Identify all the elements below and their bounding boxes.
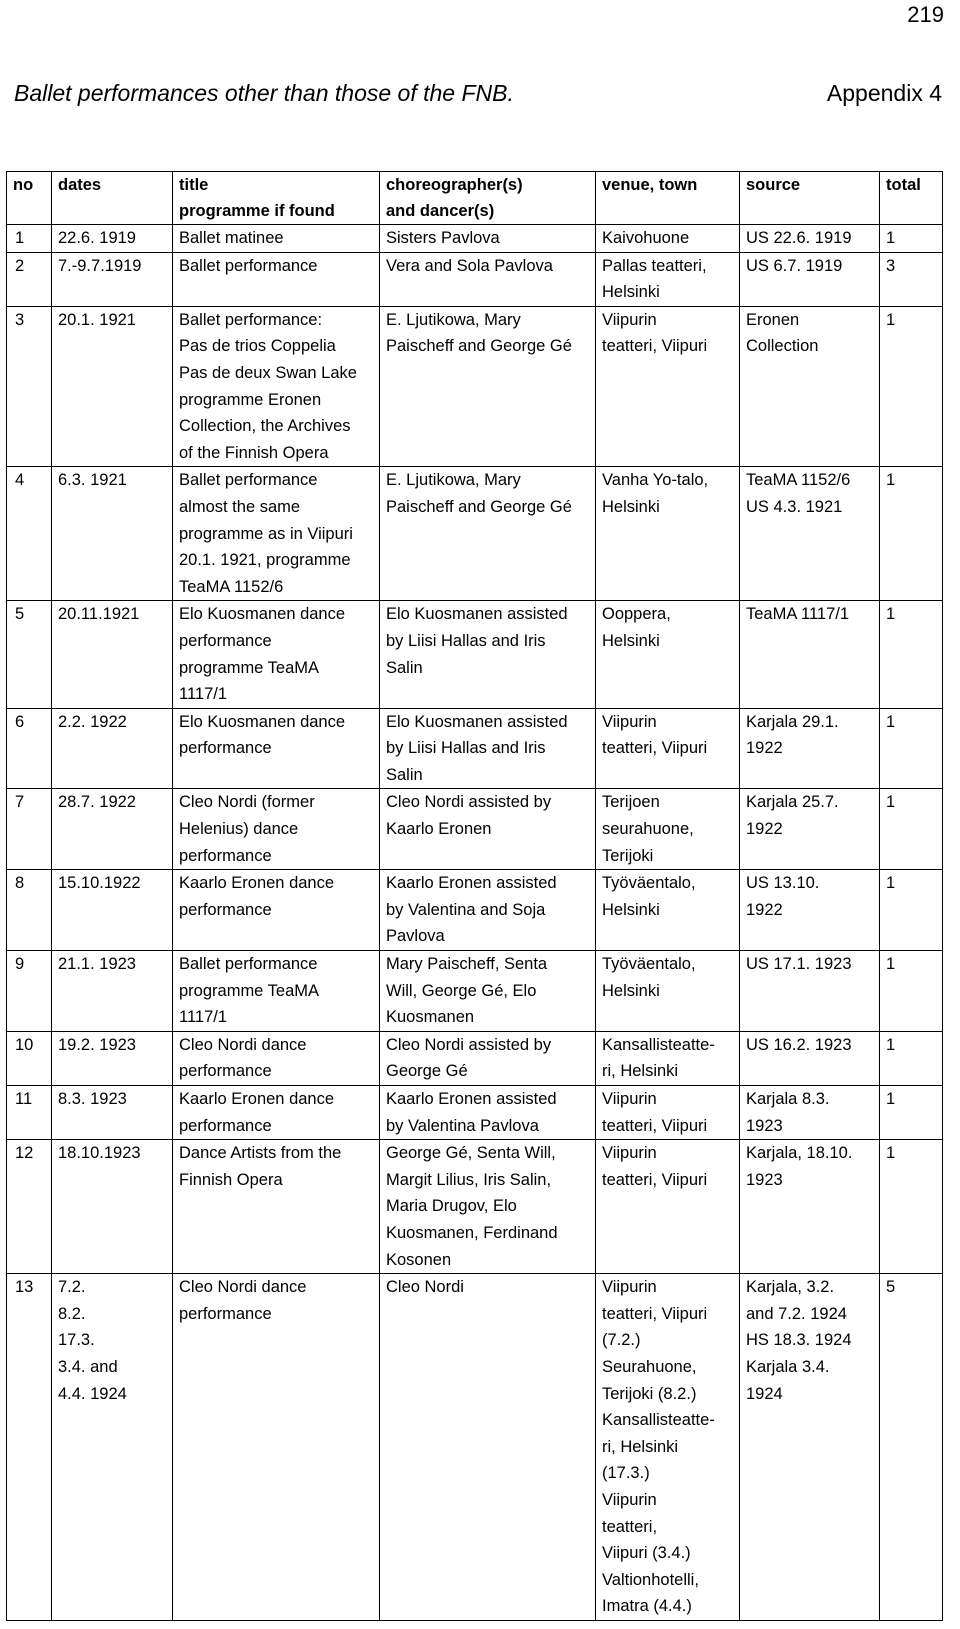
table-row bbox=[7, 252, 943, 306]
table-row bbox=[7, 870, 943, 951]
cell-choreographers: Cleo Nordi assisted by Kaarlo Eronen bbox=[380, 789, 596, 870]
table-row bbox=[7, 789, 943, 870]
cell-title: Kaarlo Eronen dance performance bbox=[173, 870, 380, 951]
cell-title: Cleo Nordi dance performance bbox=[173, 1274, 380, 1621]
cell-choreographers: Cleo Nordi assisted by George Gé bbox=[380, 1031, 596, 1085]
cell-source: TeaMA 1117/1 bbox=[740, 601, 880, 708]
cell-total: 1 bbox=[880, 467, 943, 601]
cell-title: Ballet matinee bbox=[173, 225, 380, 253]
cell-choreographers: E. Ljutikowa, Mary Paischeff and George Gé bbox=[380, 306, 596, 467]
cell-source: Karjala, 18.10. 1923 bbox=[740, 1140, 880, 1274]
cell-source: Karjala, 3.2. and 7.2. 1924 HS 18.3. 1924 Karjala 3.4. 1924 bbox=[740, 1274, 880, 1621]
cell-source: US 16.2. 1923 bbox=[740, 1031, 880, 1085]
cell-dates: 2.2. 1922 bbox=[52, 708, 173, 789]
cell-venue: Kansallisteatte- ri, Helsinki bbox=[596, 1031, 740, 1085]
cell-source: Karjala 8.3. 1923 bbox=[740, 1086, 880, 1140]
cell-choreographers: Vera and Sola Pavlova bbox=[380, 252, 596, 306]
table-row bbox=[7, 1140, 943, 1274]
table-row bbox=[7, 708, 943, 789]
cell-no: 7 bbox=[7, 789, 52, 870]
column-header-choreographers: choreographer(s) and dancer(s) bbox=[380, 172, 596, 225]
cell-venue: Kaivohuone bbox=[596, 225, 740, 253]
table-row bbox=[7, 467, 943, 601]
cell-title: Cleo Nordi (former Helenius) dance performance bbox=[173, 789, 380, 870]
cell-source: Karjala 29.1. 1922 bbox=[740, 708, 880, 789]
cell-choreographers: Cleo Nordi bbox=[380, 1274, 596, 1621]
column-header-dates: dates bbox=[52, 172, 173, 225]
table-row bbox=[7, 306, 943, 467]
table-row bbox=[7, 225, 943, 253]
cell-title: Ballet performance bbox=[173, 252, 380, 306]
cell-title: Cleo Nordi dance performance bbox=[173, 1031, 380, 1085]
cell-venue: Pallas teatteri, Helsinki bbox=[596, 252, 740, 306]
cell-no: 13 bbox=[7, 1274, 52, 1621]
cell-venue: Viipurin teatteri, Viipuri bbox=[596, 708, 740, 789]
cell-source: US 22.6. 1919 bbox=[740, 225, 880, 253]
table-row bbox=[7, 1086, 943, 1140]
cell-total: 1 bbox=[880, 1086, 943, 1140]
cell-dates: 19.2. 1923 bbox=[52, 1031, 173, 1085]
cell-venue: Ooppera, Helsinki bbox=[596, 601, 740, 708]
table-body bbox=[7, 225, 943, 1621]
document-title: Ballet performances other than those of the FNB. bbox=[14, 80, 514, 106]
cell-source: Eronen Collection bbox=[740, 306, 880, 467]
cell-dates: 18.10.1923 bbox=[52, 1140, 173, 1274]
cell-total: 3 bbox=[880, 252, 943, 306]
page-heading bbox=[14, 80, 942, 107]
cell-source: Karjala 25.7. 1922 bbox=[740, 789, 880, 870]
cell-no: 12 bbox=[7, 1140, 52, 1274]
cell-choreographers: George Gé, Senta Will, Margit Lilius, Iris Salin, Maria Drugov, Elo Kuosmanen, Ferdinand Kosonen bbox=[380, 1140, 596, 1274]
cell-no: 6 bbox=[7, 708, 52, 789]
cell-source: US 17.1. 1923 bbox=[740, 951, 880, 1032]
column-header-source: source bbox=[740, 172, 880, 225]
cell-title: Dance Artists from the Finnish Opera bbox=[173, 1140, 380, 1274]
cell-source: TeaMA 1152/6 US 4.3. 1921 bbox=[740, 467, 880, 601]
cell-no: 11 bbox=[7, 1086, 52, 1140]
cell-choreographers: Sisters Pavlova bbox=[380, 225, 596, 253]
appendix-label: Appendix 4 bbox=[826, 80, 942, 106]
cell-total: 5 bbox=[880, 1274, 943, 1621]
cell-total: 1 bbox=[880, 601, 943, 708]
column-header-total: total bbox=[880, 172, 943, 225]
cell-total: 1 bbox=[880, 789, 943, 870]
cell-venue: Työväentalo, Helsinki bbox=[596, 951, 740, 1032]
cell-no: 3 bbox=[7, 306, 52, 467]
cell-no: 9 bbox=[7, 951, 52, 1032]
cell-venue: Viipurin teatteri, Viipuri bbox=[596, 1140, 740, 1274]
cell-dates: 20.1. 1921 bbox=[52, 306, 173, 467]
performances-table bbox=[6, 171, 943, 1621]
cell-total: 1 bbox=[880, 1140, 943, 1274]
cell-dates: 6.3. 1921 bbox=[52, 467, 173, 601]
cell-dates: 7.2. 8.2. 17.3. 3.4. and 4.4. 1924 bbox=[52, 1274, 173, 1621]
cell-choreographers: Kaarlo Eronen assisted by Valentina Pavlova bbox=[380, 1086, 596, 1140]
cell-choreographers: E. Ljutikowa, Mary Paischeff and George Gé bbox=[380, 467, 596, 601]
cell-choreographers: Kaarlo Eronen assisted by Valentina and Soja Pavlova bbox=[380, 870, 596, 951]
table-row bbox=[7, 1274, 943, 1621]
cell-no: 2 bbox=[7, 252, 52, 306]
cell-title: Ballet performance programme TeaMA 1117/1 bbox=[173, 951, 380, 1032]
cell-dates: 20.11.1921 bbox=[52, 601, 173, 708]
cell-title: Ballet performance almost the same programme as in Viipuri 20.1. 1921, programme TeaMA 1152/6 bbox=[173, 467, 380, 601]
cell-dates: 21.1. 1923 bbox=[52, 951, 173, 1032]
cell-source: US 6.7. 1919 bbox=[740, 252, 880, 306]
cell-total: 1 bbox=[880, 708, 943, 789]
cell-choreographers: Mary Paischeff, Senta Will, George Gé, Elo Kuosmanen bbox=[380, 951, 596, 1032]
cell-dates: 7.-9.7.1919 bbox=[52, 252, 173, 306]
cell-venue: Vanha Yo-talo, Helsinki bbox=[596, 467, 740, 601]
cell-total: 1 bbox=[880, 306, 943, 467]
table-row bbox=[7, 1031, 943, 1085]
cell-title: Ballet performance: Pas de trios Coppelia Pas de deux Swan Lake programme Eronen Collection, the Archives of the Finnish Opera bbox=[173, 306, 380, 467]
column-header-title: title programme if found bbox=[173, 172, 380, 225]
cell-no: 8 bbox=[7, 870, 52, 951]
cell-total: 1 bbox=[880, 225, 943, 253]
cell-title: Elo Kuosmanen dance performance programme TeaMA 1117/1 bbox=[173, 601, 380, 708]
cell-venue: Viipurin teatteri, Viipuri (7.2.) Seurahuone, Terijoki (8.2.) Kansallisteatte- ri, Helsinki (17.3.) Viipurin teatteri, Viipuri (3.4.) Valtionhotelli, Imatra (4.4.) bbox=[596, 1274, 740, 1621]
cell-no: 10 bbox=[7, 1031, 52, 1085]
cell-no: 5 bbox=[7, 601, 52, 708]
cell-dates: 22.6. 1919 bbox=[52, 225, 173, 253]
cell-total: 1 bbox=[880, 870, 943, 951]
cell-venue: Terijoen seurahuone, Terijoki bbox=[596, 789, 740, 870]
cell-venue: Viipurin teatteri, Viipuri bbox=[596, 306, 740, 467]
page-number: 219 bbox=[907, 2, 944, 27]
cell-source: US 13.10. 1922 bbox=[740, 870, 880, 951]
cell-title: Kaarlo Eronen dance performance bbox=[173, 1086, 380, 1140]
cell-choreographers: Elo Kuosmanen assisted by Liisi Hallas and Iris Salin bbox=[380, 708, 596, 789]
cell-venue: Viipurin teatteri, Viipuri bbox=[596, 1086, 740, 1140]
cell-total: 1 bbox=[880, 1031, 943, 1085]
cell-no: 4 bbox=[7, 467, 52, 601]
table-row bbox=[7, 951, 943, 1032]
cell-dates: 8.3. 1923 bbox=[52, 1086, 173, 1140]
cell-no: 1 bbox=[7, 225, 52, 253]
table-row bbox=[7, 601, 943, 708]
table-header-row bbox=[7, 172, 943, 225]
cell-total: 1 bbox=[880, 951, 943, 1032]
cell-dates: 15.10.1922 bbox=[52, 870, 173, 951]
cell-title: Elo Kuosmanen dance performance bbox=[173, 708, 380, 789]
column-header-venue: venue, town bbox=[596, 172, 740, 225]
cell-choreographers: Elo Kuosmanen assisted by Liisi Hallas and Iris Salin bbox=[380, 601, 596, 708]
cell-dates: 28.7. 1922 bbox=[52, 789, 173, 870]
column-header-no: no bbox=[7, 172, 52, 225]
cell-venue: Työväentalo, Helsinki bbox=[596, 870, 740, 951]
